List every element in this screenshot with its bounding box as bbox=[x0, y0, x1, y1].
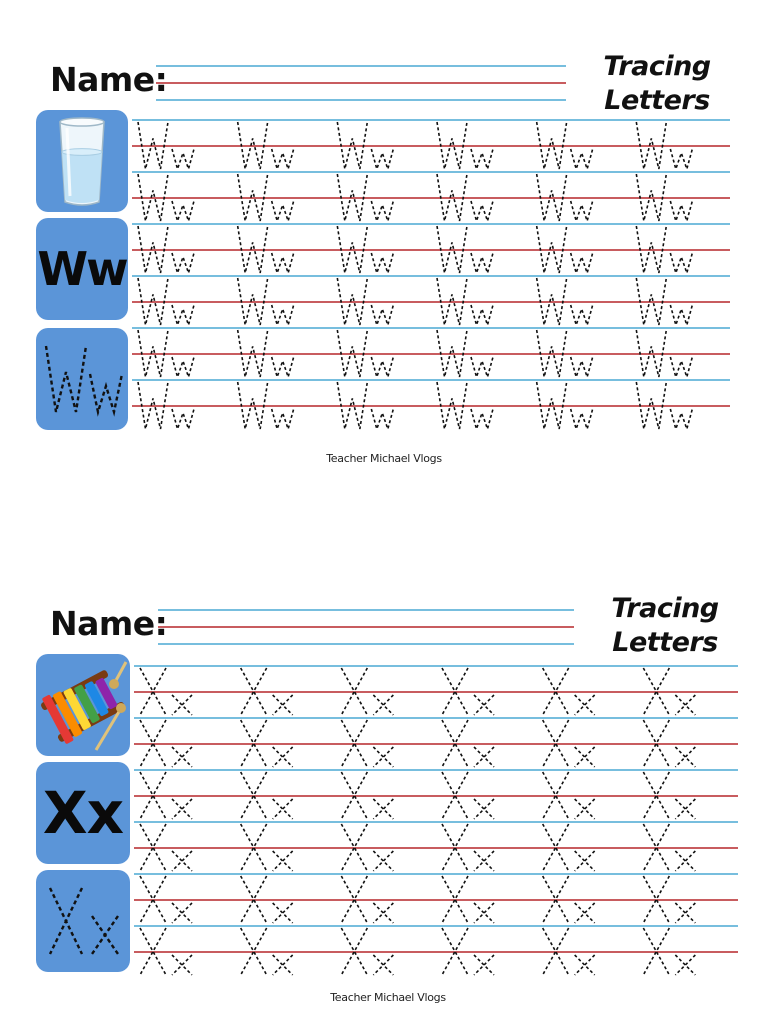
trace-lower-w bbox=[172, 149, 194, 169]
name-writing-lines[interactable] bbox=[156, 64, 566, 102]
title-line-2: Letters bbox=[612, 627, 718, 658]
trace-lower-w bbox=[272, 305, 294, 325]
trace-lower-w bbox=[670, 357, 692, 377]
letter-tile bbox=[36, 762, 130, 864]
trace-lower-w bbox=[371, 357, 393, 377]
worksheet-x bbox=[0, 540, 768, 1010]
footer-credit: Teacher Michael Vlogs bbox=[326, 452, 442, 465]
worksheet-title bbox=[600, 592, 730, 660]
title-line-1: Tracing bbox=[603, 51, 711, 82]
worksheet-title bbox=[592, 50, 722, 118]
trace-lower-w bbox=[571, 305, 593, 325]
trace-lower-w bbox=[571, 409, 593, 429]
trace-lower-w bbox=[172, 305, 194, 325]
trace-lower-w bbox=[571, 357, 593, 377]
letter-tile bbox=[36, 218, 128, 320]
dotted-letters-graphic bbox=[36, 328, 128, 430]
name-label: Name: bbox=[50, 604, 168, 643]
trace-lower-w bbox=[272, 253, 294, 273]
trace-lower-w bbox=[371, 305, 393, 325]
tile-letters: Xx bbox=[42, 779, 124, 847]
trace-lower-w bbox=[571, 253, 593, 273]
trace-lower-w bbox=[471, 149, 493, 169]
trace-lower-w bbox=[670, 409, 692, 429]
tile-letters: Ww bbox=[37, 242, 127, 296]
trace-lower-w bbox=[272, 201, 294, 221]
trace-lower-w bbox=[471, 305, 493, 325]
tracing-grid[interactable] bbox=[132, 118, 730, 430]
trace-lower-w bbox=[272, 357, 294, 377]
trace-lower-w bbox=[272, 409, 294, 429]
trace-lower-w bbox=[371, 149, 393, 169]
name-writing-lines[interactable] bbox=[158, 608, 574, 646]
trace-lower-w bbox=[471, 409, 493, 429]
trace-lower-w bbox=[571, 149, 593, 169]
trace-lower-w bbox=[172, 357, 194, 377]
trace-lower-w bbox=[471, 201, 493, 221]
trace-lower-w bbox=[172, 409, 194, 429]
trace-lower-w bbox=[272, 149, 294, 169]
trace-lower-w bbox=[670, 149, 692, 169]
trace-lower-w bbox=[670, 201, 692, 221]
dotted-letters-graphic bbox=[36, 870, 130, 972]
dotted-letter-tile bbox=[36, 328, 128, 430]
tracing-grid[interactable] bbox=[134, 664, 738, 976]
trace-lower-w bbox=[670, 305, 692, 325]
trace-lower-w bbox=[172, 253, 194, 273]
xylophone-icon bbox=[36, 654, 130, 756]
trace-lower-w bbox=[172, 201, 194, 221]
trace-lower-w bbox=[371, 253, 393, 273]
picture-tile bbox=[36, 654, 130, 756]
trace-lower-w bbox=[670, 253, 692, 273]
worksheet-w bbox=[0, 0, 768, 470]
footer-credit: Teacher Michael Vlogs bbox=[330, 991, 446, 1004]
name-label: Name: bbox=[50, 60, 168, 99]
water-glass-icon bbox=[36, 110, 128, 212]
title-line-2: Letters bbox=[604, 85, 710, 116]
dotted-letter-tile bbox=[36, 870, 130, 972]
trace-lower-w bbox=[371, 409, 393, 429]
trace-lower-w bbox=[471, 357, 493, 377]
picture-tile bbox=[36, 110, 128, 212]
title-line-1: Tracing bbox=[611, 593, 719, 624]
trace-lower-w bbox=[571, 201, 593, 221]
trace-lower-w bbox=[471, 253, 493, 273]
trace-lower-w bbox=[371, 201, 393, 221]
